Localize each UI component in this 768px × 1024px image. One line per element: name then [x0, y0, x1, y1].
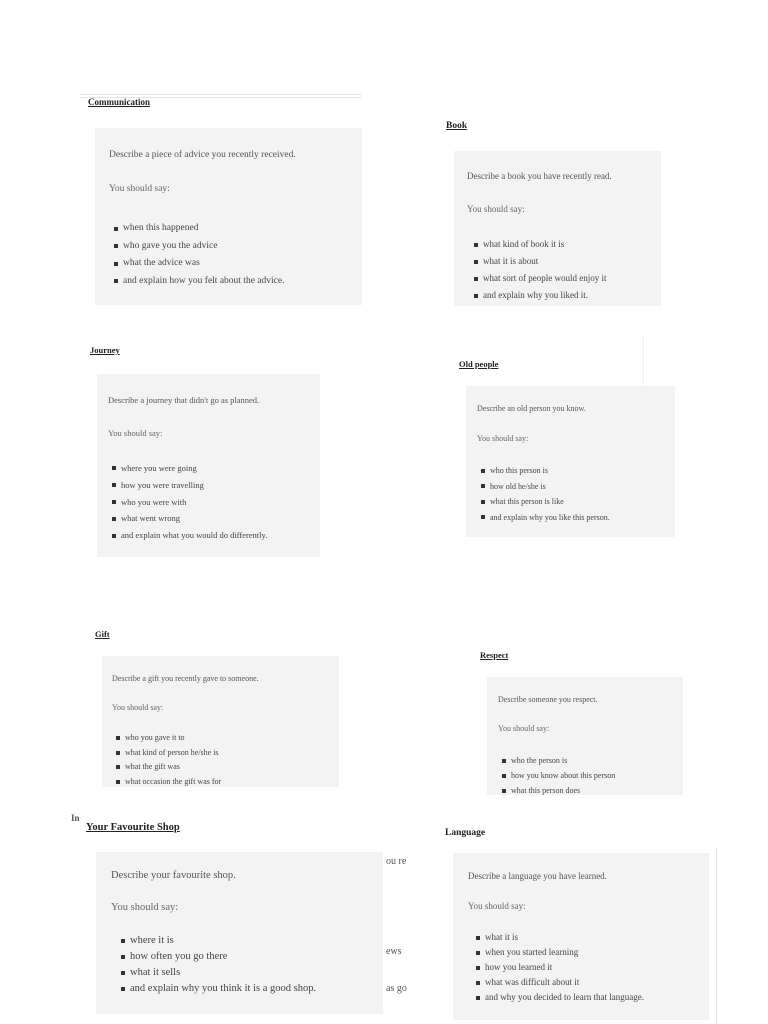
card-language: [453, 853, 709, 1020]
list-item: how old he/she is: [490, 479, 610, 495]
card-prompt: Describe your favourite shop.: [111, 870, 236, 881]
card-prompt: Describe an old person you know.: [477, 404, 586, 413]
card-prompt: Describe someone you respect.: [498, 695, 598, 704]
list-item: what this person does: [511, 783, 615, 795]
list-item: and explain why you like this person.: [490, 510, 610, 526]
list-item: how you know about this person: [511, 768, 615, 783]
overlap-fragment: ews: [386, 946, 402, 957]
list-item: who gave you the advice: [123, 238, 284, 256]
list-item: and explain how you felt about the advice.: [123, 273, 284, 291]
section-heading-old-people: Old people: [459, 359, 499, 369]
card-list: [483, 236, 606, 304]
card-list: [511, 753, 615, 795]
card-prompt: Describe a journey that didn't go as planned.: [108, 395, 260, 405]
card-list: [121, 460, 267, 544]
list-item: who you gave it to: [125, 731, 221, 746]
section-heading-book: Book: [446, 121, 468, 131]
card-list: [130, 933, 316, 997]
list-item: what kind of book it is: [483, 236, 606, 253]
card-respect: [487, 677, 683, 795]
list-item: and explain what you would do differently.: [121, 527, 267, 544]
card-communication: [95, 128, 362, 305]
list-item: what was difficult about it: [485, 975, 644, 990]
section-heading-communication: Communication: [88, 97, 151, 107]
list-item: where it is: [130, 933, 316, 949]
card-gift: [102, 656, 339, 787]
list-item: who you were with: [121, 494, 267, 511]
list-item: what it sells: [130, 965, 316, 981]
overlap-fragment: ou re: [386, 856, 407, 867]
card-prompt: Describe a piece of advice you recently received.: [109, 150, 296, 160]
section-heading-language: Language: [445, 828, 486, 838]
list-item: what this person is like: [490, 494, 610, 510]
top-rule: [80, 94, 362, 95]
card-list: [485, 930, 644, 1005]
card-prompt: Describe a gift you recently gave to someone.: [112, 674, 259, 683]
list-item: what the gift was: [125, 760, 221, 775]
list-item: how often you go there: [130, 949, 316, 965]
card-should-say: You should say:: [498, 724, 550, 733]
list-item: and explain why you liked it.: [483, 287, 606, 304]
list-item: what sort of people would enjoy it: [483, 270, 606, 287]
overlap-fragment: In: [71, 813, 80, 823]
card-should-say: You should say:: [109, 184, 170, 194]
section-heading-gift: Gift: [95, 629, 110, 639]
card-prompt: Describe a language you have learned.: [468, 871, 607, 881]
list-item: what it is about: [483, 253, 606, 270]
card-list: [123, 220, 284, 290]
list-item: who this person is: [490, 463, 610, 479]
list-item: and explain why you think it is a good shop.: [130, 981, 316, 997]
card-should-say: You should say:: [477, 434, 529, 443]
list-item: what the advice was: [123, 255, 284, 273]
section-heading-journey: Journey: [90, 345, 120, 355]
card-favourite-shop: [96, 852, 383, 1014]
overlap-fragment: as go: [386, 983, 407, 994]
list-item: how you learned it: [485, 960, 644, 975]
card-list: [490, 463, 610, 525]
card-prompt: Describe a book you have recently read.: [467, 171, 612, 181]
list-item: when you started learning: [485, 945, 644, 960]
section-heading-favourite-shop: Your Favourite Shop: [86, 822, 180, 833]
card-should-say: You should say:: [467, 204, 525, 214]
list-item: what kind of person he/she is: [125, 746, 221, 761]
list-item: how you were travelling: [121, 477, 267, 494]
list-item: what occasion the gift was for: [125, 775, 221, 788]
list-item: and why you decided to learn that language.: [485, 990, 644, 1005]
list-item: where you were going: [121, 460, 267, 477]
card-list: [125, 731, 221, 787]
guide-line: [716, 848, 717, 1024]
card-should-say: You should say:: [112, 703, 164, 712]
list-item: what it is: [485, 930, 644, 945]
card-journey: [97, 374, 320, 557]
guide-line: [643, 335, 644, 385]
list-item: what went wrong: [121, 510, 267, 527]
list-item: who the person is: [511, 753, 615, 768]
card-old-people: [466, 386, 675, 537]
card-should-say: You should say:: [108, 428, 163, 438]
section-heading-respect: Respect: [480, 650, 509, 660]
card-book: [454, 151, 661, 306]
list-item: when this happened: [123, 220, 284, 238]
card-should-say: You should say:: [111, 902, 179, 913]
card-should-say: You should say:: [468, 901, 526, 911]
